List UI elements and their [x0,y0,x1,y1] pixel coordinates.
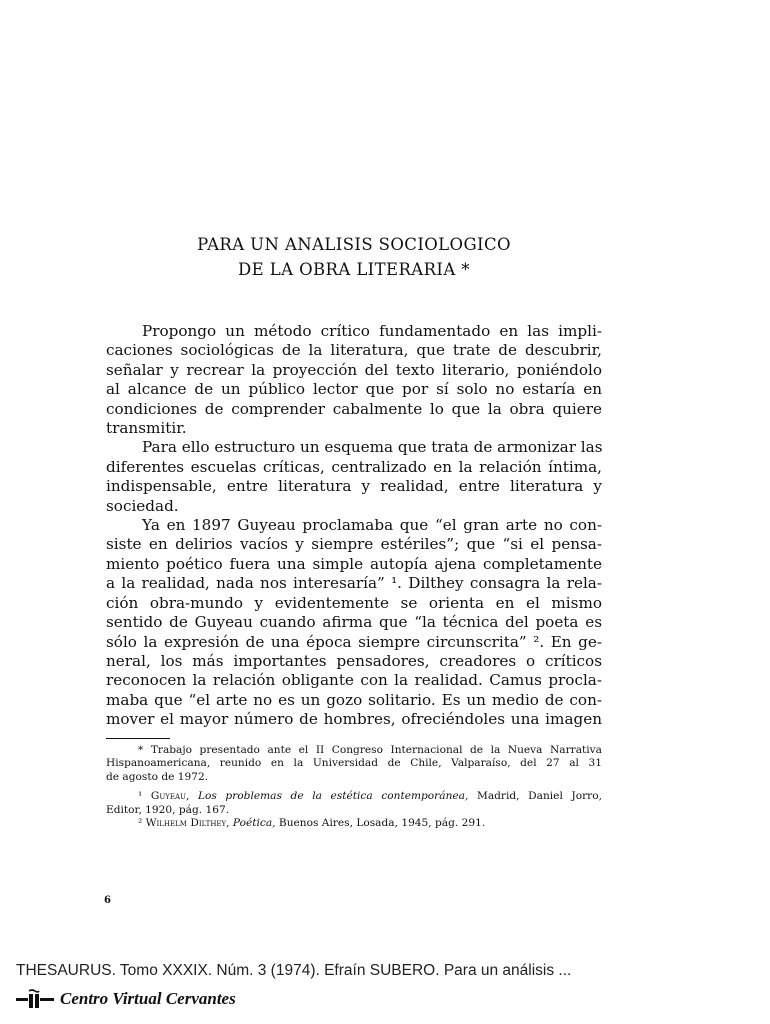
footnote-2 [106,817,602,830]
body-line: transmitir. [106,419,187,438]
title-line-2: DE LA OBRA LITERARIA * [238,260,470,279]
page-number: 6 [104,895,111,906]
source-caption: THESAURUS. Tomo XXXIX. Núm. 3 (1974). Efraín SUBERO. Para un análisis ... [16,962,572,979]
body-line: a la realidad, nada nos interesaría” ¹. Dilthey consagra la rela- [106,574,602,593]
body-line: sentido de Guyeau cuando afirma que “la técnica del poeta es [106,613,602,632]
body-line: maba que “el arte no es un gozo solitario. Es un medio de con- [106,690,602,709]
body-line: condiciones de comprender cabalmente lo que la obra quiere [106,399,602,418]
body-line: señalar y recrear la proyección del texto literario, poniéndolo [106,360,602,379]
body-line: reconocen la relación obligante con la realidad. Camus procla- [106,671,602,690]
body-line: sólo la expresión de una época siempre circunscrita” ². En ge- [106,632,602,651]
body-line: Ya en 1897 Guyeau proclamaba que “el gran arte no con- [142,516,602,535]
body-line: Propongo un método crítico fundamentado en las impli- [142,322,602,340]
body-line: sociedad. [106,496,179,515]
footnote-divider [106,738,170,739]
title-line-1: PARA UN ANALISIS SOCIOLOGICO [197,235,511,254]
publisher-name: Centro Virtual Cervantes [60,989,236,1008]
footnote-1-author: Guyeau, [150,790,190,803]
footnote-1-line-2: Editor, 1920, pág. 167. [106,803,230,816]
footnote-2-mark: ² [138,817,143,830]
article-title [106,232,602,282]
footnote-2-rest: Buenos Aires, Losada, 1945, pág. 291. [278,817,486,830]
body-line: neral, los más importantes pensadores, creadores o críticos [106,651,602,670]
footnote-2-title: Poética, [232,817,276,830]
footnote-1 [106,790,602,803]
body-line: miento poético fuera una simple autopía ajena completamente [106,554,602,573]
body-line: indispensable, entre literatura y realidad, entre literatura y [106,477,602,496]
body-line: Para ello estructuro un esquema que trata de armonizar las [142,438,603,457]
footnote-1-mark: ¹ [138,790,143,803]
footnote-2-author: Wilhelm Dilthey, [145,817,230,830]
body-line: diferentes escuelas críticas, centralizado en la relación íntima, [106,457,602,476]
cvc-brand[interactable] [16,988,236,1010]
footnotes [106,744,602,830]
article-body [106,322,602,730]
footnote-1-rest: Madrid, Daniel Jorro, [476,790,602,803]
body-line: siste en delirios vacíos y siempre estériles”; que “si el pensa- [106,535,602,554]
cvc-logo-icon [16,989,54,1009]
footnote-1-title: Los problemas de la estética contemporánea, [197,790,469,803]
footnote-star-line: de agosto de 1972. [106,770,209,783]
footnote-star-line: * Trabajo presentado ante el II Congreso Internacional de la Nueva Narrativa [138,744,602,756]
footnote-star-line: Hispanoamericana, reunido en la Universidad de Chile, Valparaíso, del 27 al 31 [106,757,602,770]
body-line: mover el mayor número de hombres, ofreciéndoles una imagen [106,710,602,729]
body-line: ción obra-mundo y evidentemente se orienta en el mismo [106,593,602,612]
body-line: caciones sociológicas de la literatura, que trate de descubrir, [106,341,602,360]
body-line: al alcance de un público lector que por sí solo no estaría en [106,380,602,399]
